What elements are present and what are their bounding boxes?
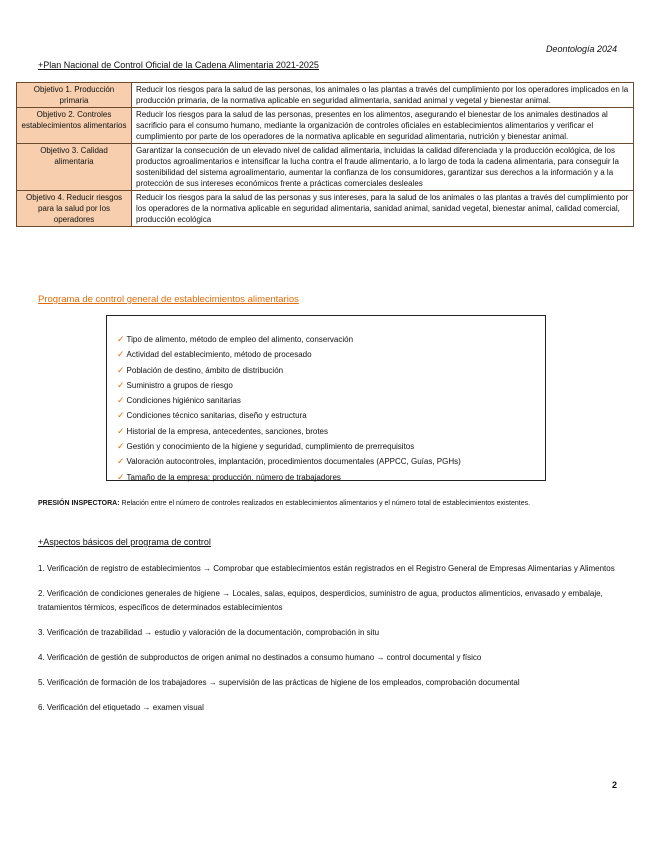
checkmark-icon: ✓ bbox=[117, 471, 125, 482]
table-row bbox=[17, 108, 634, 144]
checkmark-icon: ✓ bbox=[117, 364, 125, 375]
list-item bbox=[117, 393, 545, 408]
pressure-text: Relación entre el número de controles realizados en establecimientos alimentarios y el número total de establecimientos existentes. bbox=[121, 500, 531, 507]
list-item-text: Condiciones higiénico sanitarias bbox=[126, 396, 241, 406]
page-number: 2 bbox=[611, 780, 617, 790]
objective-text: Reducir los riesgos para la salud de las personas, presentes en los alimentos, asegurando el bienestar de los animales destinados al sacrificio para el consumo humano, mediante la organización de controles oficiales en establecimientos alimentarios y verificar el cumplimiento por parte de los operadores de la normativa aplicable en seguridad alimentaria, nutrición y bienestar animal. bbox=[132, 108, 634, 144]
checklist-box bbox=[106, 315, 546, 481]
checklist bbox=[117, 332, 545, 485]
checkmark-icon: ✓ bbox=[117, 334, 125, 344]
objective-text: Garantizar la consecución de un elevado nivel de calidad alimentaria, incluidas la calidad diferenciada y la producción ecológica, de los productos agroalimentarios e intensificar la lucha contra el fraude alimentario, a lo largo de toda la cadena alimentaria, para conseguir la sostenibilidad del sistema agroalimentario, aumentar la confianza de los consumidores, garantizar sus derechos a la información y a la protección de sus intereses económicos frente a prácticas comerciales desleales bbox=[132, 144, 634, 191]
list-item-text: Tipo de alimento, método de empleo del alimento, conservación bbox=[126, 335, 354, 344]
list-item: 4. Verificación de gestión de subproductos de origen animal no destinados a consumo humano → control documental y físico bbox=[38, 653, 482, 662]
table-row bbox=[17, 144, 634, 191]
aspects-title: +Aspectos básicos del programa de control bbox=[38, 537, 211, 547]
list-item-text: Actividad del establecimiento, método de procesado bbox=[126, 350, 312, 360]
list-item-text: Gestión y conocimiento de la higiene y seguridad, cumplimiento de prerrequisitos bbox=[126, 442, 415, 452]
list-item-text: Población de destino, ámbito de distribución bbox=[126, 365, 284, 375]
list-item bbox=[117, 408, 545, 423]
objective-label: Objetivo 1. Producción primaria bbox=[17, 83, 132, 108]
list-item-text: Condiciones técnico sanitarias, diseño y estructura bbox=[126, 411, 307, 421]
list-item: 1. Verificación de registro de establecimientos → Comprobar que establecimientos están registrados en el Registro General de Empresas Alimentarias y Alimentos bbox=[38, 564, 615, 573]
pressure-definition bbox=[38, 498, 618, 510]
list-item bbox=[117, 332, 545, 347]
checkmark-icon: ✓ bbox=[117, 456, 125, 467]
table-row bbox=[17, 191, 634, 227]
checkmark-icon: ✓ bbox=[117, 425, 125, 436]
list-item: 6. Verificación del etiquetado → examen visual bbox=[38, 703, 204, 712]
list-item bbox=[117, 439, 545, 454]
list-item: 2. Verificación de condiciones generales de higiene → Locales, salas, equipos, desperdicios, suministro de agua, productos alimenticios, envasado y embalaje, tratamientos térmicos, específicos de determinados establecimientos bbox=[38, 589, 603, 612]
program-title: Programa de control general de establecimientos alimentarios bbox=[38, 294, 299, 305]
header-subject: Deontología 2024 bbox=[545, 44, 617, 54]
list-item: 5. Verificación de formación de los trabajadores → supervisión de las prácticas de higiene de los empleados, comprobación documental bbox=[38, 678, 520, 687]
list-item bbox=[117, 470, 545, 485]
list-item-text: Valoración autocontroles, implantación, procedimientos documentales (APPCC, Guías, PGHs) bbox=[126, 457, 461, 467]
plan-title: +Plan Nacional de Control Oficial de la Cadena Alimentaria 2021-2025 bbox=[38, 60, 319, 70]
objectives-table bbox=[16, 82, 634, 227]
aspects-list bbox=[38, 562, 620, 726]
list-item bbox=[117, 347, 545, 362]
objective-text: Reducir los riesgos para la salud de las personas, los animales o las plantas a través del cumplimiento por los operadores implicados en la producción primaria, de la normativa aplicable en seguridad alimentaria, sanidad animal y vegetal y bienestar animal. bbox=[132, 83, 634, 108]
list-item-text: Historial de la empresa, antecedentes, sanciones, brotes bbox=[126, 426, 328, 436]
list-item-text: Tamaño de la empresa: producción, número de trabajadores bbox=[126, 472, 341, 482]
checkmark-icon: ✓ bbox=[117, 410, 125, 421]
table-row bbox=[17, 83, 634, 108]
checkmark-icon: ✓ bbox=[117, 441, 125, 452]
checkmark-icon: ✓ bbox=[117, 349, 125, 360]
checkmark-icon: ✓ bbox=[117, 379, 125, 390]
list-item bbox=[117, 424, 545, 439]
list-item bbox=[117, 378, 545, 393]
pressure-label: PRESIÓN INSPECTORA: bbox=[38, 500, 120, 507]
objective-text: Reducir los riesgos para la salud de las personas y sus intereses, para la salud de los animales o las plantas a través del cumplimiento por los operadores de la normativa aplicable en seguridad alimentaria, sanidad animal, sanidad vegetal, bienestar animal, calidad comercial, producción ecológica bbox=[132, 191, 634, 227]
list-item bbox=[117, 454, 545, 469]
list-item-text: Suministro a grupos de riesgo bbox=[126, 380, 233, 390]
checkmark-icon: ✓ bbox=[117, 395, 125, 406]
objective-label: Objetivo 3. Calidad alimentaria bbox=[17, 144, 132, 191]
list-item: 3. Verificación de trazabilidad → estudio y valoración de la documentación, comprobación in situ bbox=[38, 628, 380, 637]
list-item bbox=[117, 363, 545, 378]
objective-label: Objetivo 2. Controles establecimientos alimentarios bbox=[17, 108, 132, 144]
objective-label: Objetivo 4. Reducir riesgos para la salud por los operadores bbox=[17, 191, 132, 227]
